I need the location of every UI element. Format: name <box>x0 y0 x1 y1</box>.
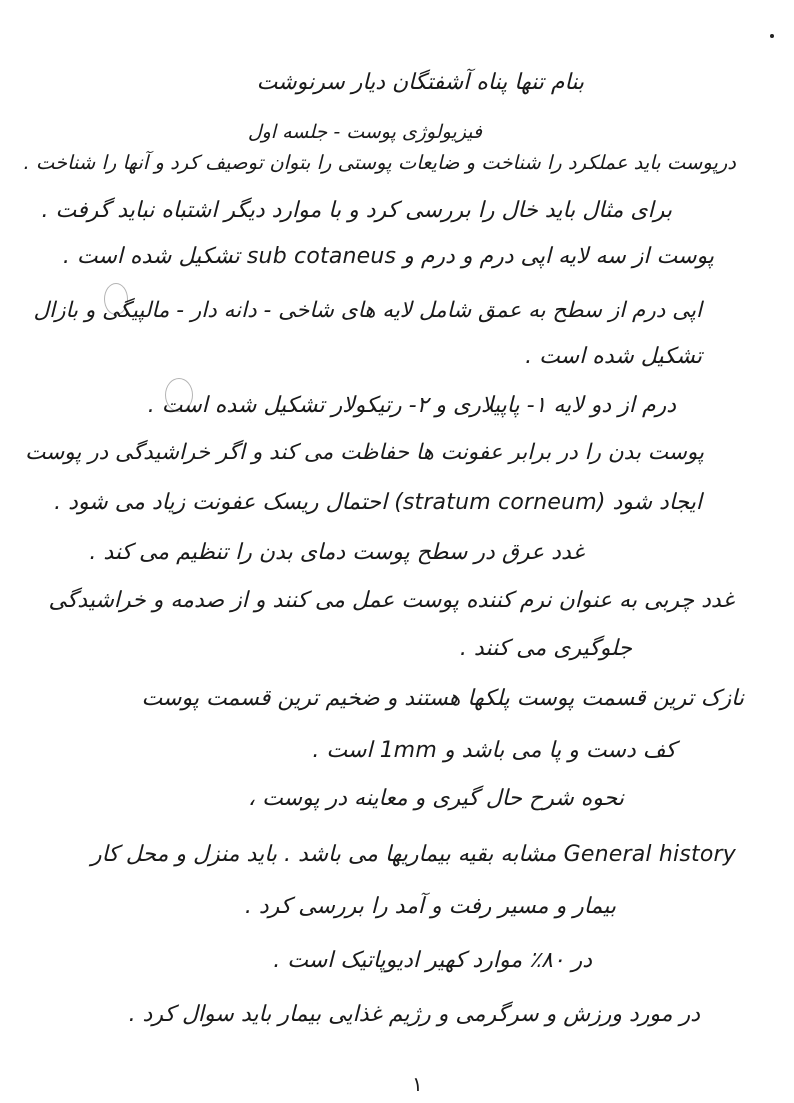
text-line-6: درم از دو لایه ۱- پاپیلاری و ۲- رتیکولار تشکیل شده است . <box>147 393 676 418</box>
text-line-7: پوست بدن را در برابر عفونت ها حفاظت می کند و اگر خراشیدگی در پوست <box>25 440 704 465</box>
text-line-13: کف دست و پا می باشد و 1mm است . <box>312 738 676 763</box>
text-line-17: در ۸۰٪ موارد کهیر ادیوپاتیک است . <box>273 948 592 973</box>
text-line-2: برای مثال باید خال را بررسی کرد و با موارد دیگر اشتباه نباید گرفت . <box>41 198 672 223</box>
text-line-12: نازک ترین قسمت پوست پلکها هستند و ضخیم ترین قسمت پوست <box>141 686 744 711</box>
text-line-16: بیمار و مسیر رفت و آمد را بررسی کرد . <box>244 894 616 919</box>
text-line-5: تشکیل شده است . <box>525 344 702 369</box>
text-line-1: درپوست باید عملکرد را شناخت و ضایعات پوستی را بتوان توصیف کرد و آنها را شناخت . <box>23 151 736 174</box>
text-line-4: اپی درم از سطح به عمق شامل لایه های شاخی - دانه دار - مالپیگی و بازال <box>33 298 702 323</box>
text-line-9: غدد عرق در سطح پوست دمای بدن را تنظیم می کند . <box>89 540 584 565</box>
text-line-8: ایجاد شود (stratum corneum) احتمال ریسک عفونت زیاد می شود . <box>54 490 702 515</box>
text-line-15: General history مشابه بقیه بیماریها می باشد . باید منزل و محل کار <box>90 842 736 867</box>
page-number: ۱ <box>412 1072 423 1096</box>
text-line-3: پوست از سه لایه اپی درم و درم و sub cotaneus تشکیل شده است . <box>62 244 714 269</box>
text-line-10: غدد چربی به عنوان نرم کننده پوست عمل می کنند و از صدمه و خراشیدگی <box>48 588 734 613</box>
lesson-subtitle: فیزیولوژی پوست - جلسه اول <box>247 121 482 143</box>
text-line-18: در مورد ورزش و سرگرمی و رژیم غذایی بیمار باید سوال کرد . <box>128 1002 700 1027</box>
page-heading: بنام تنها پناه آشفتگان دیار سرنوشت <box>256 70 584 95</box>
ink-dot <box>770 34 774 38</box>
text-line-11: جلوگیری می کنند . <box>459 636 632 661</box>
text-line-14: نحوه شرح حال گیری و معاینه در پوست ، <box>247 786 624 811</box>
